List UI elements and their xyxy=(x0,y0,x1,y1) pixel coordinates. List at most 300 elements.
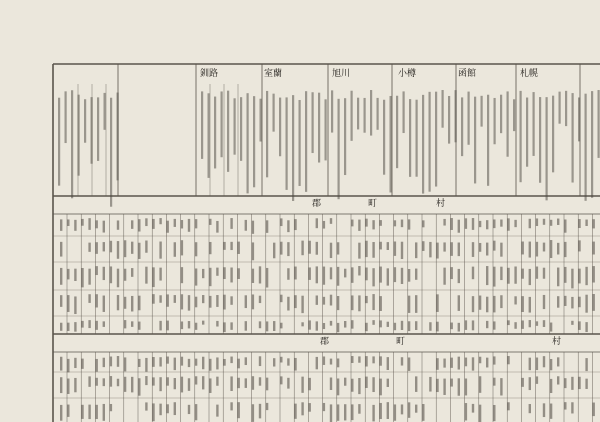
print-mark xyxy=(408,357,410,370)
print-mark xyxy=(159,295,161,302)
print-mark xyxy=(74,378,76,392)
print-mark xyxy=(117,241,119,259)
print-mark xyxy=(458,295,460,311)
print-mark xyxy=(578,297,580,308)
print-mark xyxy=(81,359,83,369)
print-mark xyxy=(152,377,154,385)
print-mark xyxy=(245,220,247,231)
print-mark xyxy=(74,296,76,314)
print-mark xyxy=(287,358,289,365)
print-mark xyxy=(260,99,262,142)
print-mark xyxy=(564,296,566,306)
print-mark xyxy=(280,295,282,302)
print-mark xyxy=(294,358,296,371)
print-mark xyxy=(188,219,190,232)
print-mark xyxy=(174,358,176,370)
print-mark xyxy=(330,295,332,306)
print-mark xyxy=(181,220,183,228)
print-mark xyxy=(316,218,318,228)
print-mark xyxy=(415,321,417,330)
print-mark xyxy=(564,242,566,257)
print-mark xyxy=(344,404,346,420)
print-mark xyxy=(557,219,559,225)
print-mark xyxy=(117,356,119,367)
print-mark xyxy=(145,358,147,372)
print-mark xyxy=(159,268,161,281)
print-mark xyxy=(593,219,595,228)
print-mark xyxy=(110,241,112,253)
print-mark xyxy=(514,220,516,227)
print-mark xyxy=(195,268,197,285)
print-mark xyxy=(159,242,161,259)
print-mark xyxy=(472,320,474,330)
print-mark xyxy=(195,297,197,308)
print-mark xyxy=(394,242,396,256)
print-mark xyxy=(522,296,524,312)
print-mark xyxy=(522,378,524,387)
print-mark xyxy=(234,98,236,154)
print-mark xyxy=(259,321,261,328)
print-mark xyxy=(230,296,232,305)
print-mark xyxy=(408,296,410,313)
print-mark xyxy=(266,321,268,331)
print-mark xyxy=(436,294,438,312)
print-mark xyxy=(543,243,545,252)
print-mark xyxy=(110,357,112,367)
print-mark xyxy=(60,219,62,230)
print-mark xyxy=(323,356,325,364)
print-mark xyxy=(443,268,445,285)
print-mark xyxy=(543,320,545,327)
print-mark xyxy=(301,322,303,326)
print-mark xyxy=(458,357,460,370)
print-mark xyxy=(550,220,552,226)
print-mark xyxy=(387,379,389,387)
print-mark xyxy=(167,377,169,385)
band2-header-mura: 村 xyxy=(436,199,446,209)
print-mark xyxy=(422,241,424,251)
print-mark xyxy=(507,218,509,230)
print-mark xyxy=(88,294,90,303)
print-mark xyxy=(96,266,98,275)
print-mark xyxy=(223,242,225,250)
print-mark xyxy=(330,404,332,422)
print-mark xyxy=(474,97,476,184)
print-mark xyxy=(238,378,240,388)
print-mark xyxy=(472,218,474,230)
print-mark xyxy=(458,378,460,395)
print-mark xyxy=(209,359,211,371)
print-mark xyxy=(513,99,515,131)
print-mark xyxy=(365,241,367,257)
print-mark xyxy=(280,218,282,226)
print-mark xyxy=(487,95,489,186)
print-mark xyxy=(564,402,566,409)
print-mark xyxy=(280,323,282,329)
print-mark xyxy=(500,95,502,133)
print-mark xyxy=(60,405,62,421)
print-mark xyxy=(529,320,531,327)
print-mark xyxy=(188,378,190,391)
print-mark xyxy=(372,320,374,325)
print-mark xyxy=(252,221,254,234)
print-mark xyxy=(472,242,474,257)
print-mark xyxy=(564,267,566,283)
print-mark xyxy=(188,295,190,310)
print-mark xyxy=(514,322,516,329)
print-mark xyxy=(451,267,453,279)
print-mark xyxy=(479,221,481,227)
print-mark xyxy=(323,221,325,229)
print-mark xyxy=(390,96,392,193)
print-mark xyxy=(571,321,573,325)
print-mark xyxy=(557,296,559,307)
print-mark xyxy=(245,295,247,308)
print-mark xyxy=(443,242,445,251)
print-mark xyxy=(365,296,367,303)
print-mark xyxy=(167,221,169,233)
print-mark xyxy=(370,90,372,136)
print-mark xyxy=(401,242,403,259)
print-mark xyxy=(316,242,318,255)
print-mark xyxy=(451,379,453,387)
print-mark xyxy=(259,356,261,366)
print-mark xyxy=(543,268,545,279)
print-mark xyxy=(533,92,535,156)
print-mark xyxy=(287,268,289,280)
print-mark xyxy=(167,321,169,331)
print-mark xyxy=(266,91,268,177)
print-mark xyxy=(550,379,552,393)
print-mark xyxy=(96,405,98,419)
print-mark xyxy=(536,321,538,326)
print-mark xyxy=(585,220,587,226)
print-mark xyxy=(252,404,254,422)
print-mark xyxy=(585,267,587,285)
print-mark xyxy=(67,219,69,226)
print-mark xyxy=(138,219,140,231)
print-mark xyxy=(435,92,437,187)
print-mark xyxy=(88,405,90,419)
print-mark xyxy=(124,357,126,371)
print-mark xyxy=(458,323,460,332)
print-mark xyxy=(458,243,460,257)
print-mark xyxy=(202,357,204,370)
print-mark xyxy=(216,321,218,327)
print-mark xyxy=(223,295,225,310)
print-mark xyxy=(493,378,495,386)
print-mark xyxy=(152,403,154,421)
print-mark xyxy=(238,242,240,254)
print-mark xyxy=(331,90,333,132)
print-mark xyxy=(110,376,112,387)
print-mark xyxy=(543,219,545,225)
print-mark xyxy=(259,266,261,283)
print-mark xyxy=(401,268,403,284)
print-mark xyxy=(358,220,360,231)
band1-header-kushiro: 釧路 xyxy=(200,69,219,79)
print-mark xyxy=(415,295,417,313)
print-mark xyxy=(591,91,593,198)
print-mark xyxy=(543,295,545,309)
print-mark xyxy=(550,404,552,419)
print-mark xyxy=(358,378,360,394)
print-mark xyxy=(571,377,573,390)
print-mark xyxy=(372,405,374,422)
print-mark xyxy=(230,267,232,282)
print-mark xyxy=(372,294,374,310)
print-mark xyxy=(337,358,339,367)
print-mark xyxy=(124,297,126,309)
print-mark xyxy=(465,378,467,395)
print-mark xyxy=(465,218,467,229)
print-mark xyxy=(365,377,367,388)
print-mark xyxy=(578,240,580,251)
print-mark xyxy=(507,91,509,156)
print-mark xyxy=(507,402,509,410)
print-mark xyxy=(117,379,119,386)
print-mark xyxy=(351,91,353,141)
print-mark xyxy=(387,322,389,327)
print-mark xyxy=(429,377,431,392)
print-mark xyxy=(103,321,105,327)
band3-header-mura: 村 xyxy=(552,337,562,347)
print-mark xyxy=(323,323,325,329)
print-mark xyxy=(230,218,232,229)
print-mark xyxy=(550,240,552,258)
print-mark xyxy=(403,91,405,133)
print-mark xyxy=(559,92,561,124)
print-mark xyxy=(585,379,587,389)
print-mark xyxy=(181,294,183,309)
print-mark xyxy=(195,242,197,256)
print-mark xyxy=(201,91,203,158)
print-mark xyxy=(74,220,76,231)
print-mark xyxy=(96,294,98,307)
print-mark xyxy=(500,378,502,395)
print-mark xyxy=(81,268,83,287)
print-mark xyxy=(557,243,559,255)
print-mark xyxy=(174,378,176,389)
print-mark xyxy=(202,269,204,278)
print-mark xyxy=(493,267,495,287)
print-mark xyxy=(493,241,495,251)
print-mark xyxy=(221,91,223,157)
print-mark xyxy=(465,358,467,367)
print-mark xyxy=(131,296,133,312)
print-mark xyxy=(479,405,481,422)
print-mark xyxy=(387,357,389,370)
print-mark xyxy=(520,91,522,182)
print-mark xyxy=(309,403,311,412)
print-mark xyxy=(103,221,105,233)
print-mark xyxy=(448,96,450,144)
print-mark xyxy=(287,378,289,389)
print-mark xyxy=(96,359,98,372)
print-mark xyxy=(408,402,410,417)
print-mark xyxy=(216,221,218,233)
print-mark xyxy=(230,402,232,410)
print-mark xyxy=(174,402,176,415)
print-mark xyxy=(458,269,460,283)
print-mark xyxy=(124,240,126,257)
print-mark xyxy=(358,243,360,259)
print-mark xyxy=(380,220,382,226)
print-mark xyxy=(443,359,445,368)
print-mark xyxy=(585,358,587,371)
print-mark xyxy=(486,358,488,368)
print-mark xyxy=(507,268,509,284)
print-mark xyxy=(273,94,275,132)
print-mark xyxy=(188,321,190,328)
print-mark xyxy=(529,242,531,258)
print-mark xyxy=(110,266,112,283)
print-mark xyxy=(500,243,502,257)
print-mark xyxy=(472,296,474,312)
print-mark xyxy=(529,269,531,285)
print-mark xyxy=(416,100,418,177)
print-mark xyxy=(330,243,332,258)
print-mark xyxy=(312,92,314,153)
print-mark xyxy=(507,356,509,364)
print-mark xyxy=(330,267,332,279)
print-mark xyxy=(486,243,488,256)
print-mark xyxy=(443,379,445,395)
print-mark xyxy=(539,97,541,183)
print-mark xyxy=(209,219,211,225)
print-mark xyxy=(216,405,218,417)
print-mark xyxy=(110,98,112,207)
print-mark xyxy=(294,404,296,419)
print-mark xyxy=(415,405,417,413)
print-mark xyxy=(159,321,161,331)
print-mark xyxy=(493,356,495,364)
print-mark xyxy=(481,96,483,127)
print-mark xyxy=(181,321,183,329)
print-mark xyxy=(557,268,559,287)
print-mark xyxy=(96,321,98,330)
print-mark xyxy=(78,95,80,176)
print-mark xyxy=(472,404,474,413)
print-mark xyxy=(301,241,303,256)
print-mark xyxy=(578,377,580,389)
print-mark xyxy=(479,296,481,310)
print-mark xyxy=(159,357,161,366)
print-mark xyxy=(74,358,76,368)
print-mark xyxy=(529,219,531,228)
print-mark xyxy=(325,99,327,160)
print-mark xyxy=(387,268,389,285)
print-mark xyxy=(299,100,301,186)
print-mark xyxy=(131,321,133,327)
print-mark xyxy=(593,294,595,311)
print-mark xyxy=(195,404,197,420)
print-mark xyxy=(323,297,325,305)
print-mark xyxy=(372,242,374,258)
print-mark xyxy=(174,219,176,227)
print-mark xyxy=(252,376,254,390)
print-mark xyxy=(493,321,495,329)
print-mark xyxy=(396,96,398,168)
print-mark xyxy=(486,321,488,328)
print-mark xyxy=(280,242,282,255)
print-mark xyxy=(408,269,410,282)
print-mark xyxy=(422,95,424,194)
print-mark xyxy=(74,269,76,281)
print-mark xyxy=(81,219,83,226)
print-mark xyxy=(365,323,367,331)
print-mark xyxy=(309,320,311,329)
print-mark xyxy=(138,322,140,330)
print-mark xyxy=(96,378,98,386)
print-mark xyxy=(88,243,90,252)
print-mark xyxy=(543,403,545,417)
print-mark xyxy=(429,242,431,257)
print-mark xyxy=(493,405,495,421)
print-mark xyxy=(500,295,502,308)
print-mark xyxy=(529,358,531,371)
print-mark xyxy=(337,404,339,420)
print-mark xyxy=(214,97,216,169)
print-mark xyxy=(585,295,587,313)
print-mark xyxy=(323,267,325,285)
print-mark xyxy=(145,402,147,410)
print-mark xyxy=(455,90,457,142)
print-mark xyxy=(287,220,289,232)
print-mark xyxy=(223,267,225,279)
print-mark xyxy=(305,91,307,192)
print-mark xyxy=(358,404,360,414)
print-mark xyxy=(451,242,453,256)
band1-header-muroran: 室蘭 xyxy=(264,69,283,79)
print-mark xyxy=(266,378,268,391)
print-mark xyxy=(479,357,481,364)
print-mark xyxy=(138,378,140,395)
print-mark xyxy=(486,220,488,229)
print-mark xyxy=(536,242,538,257)
print-mark xyxy=(245,321,247,331)
print-mark xyxy=(380,320,382,327)
print-mark xyxy=(598,90,600,158)
print-mark xyxy=(358,295,360,311)
print-mark xyxy=(529,377,531,390)
print-mark xyxy=(401,404,403,414)
print-mark xyxy=(593,242,595,255)
print-mark xyxy=(372,356,374,363)
print-mark xyxy=(323,403,325,411)
print-mark xyxy=(572,93,574,182)
print-mark xyxy=(330,321,332,326)
print-mark xyxy=(552,96,554,173)
print-mark xyxy=(167,404,169,413)
print-mark xyxy=(152,267,154,287)
band1-header-sapporo: 札幌 xyxy=(520,69,539,79)
print-mark xyxy=(230,322,232,329)
print-mark xyxy=(280,376,282,384)
print-mark xyxy=(301,377,303,393)
print-mark xyxy=(60,242,62,257)
print-mark xyxy=(338,99,340,199)
band3-header-machi: 町 xyxy=(396,337,406,347)
print-mark xyxy=(550,359,552,370)
print-mark xyxy=(493,219,495,228)
print-mark xyxy=(117,93,119,181)
print-mark xyxy=(451,358,453,368)
print-mark xyxy=(103,358,105,367)
print-mark xyxy=(408,321,410,331)
print-mark xyxy=(138,243,140,259)
print-mark xyxy=(259,296,261,303)
